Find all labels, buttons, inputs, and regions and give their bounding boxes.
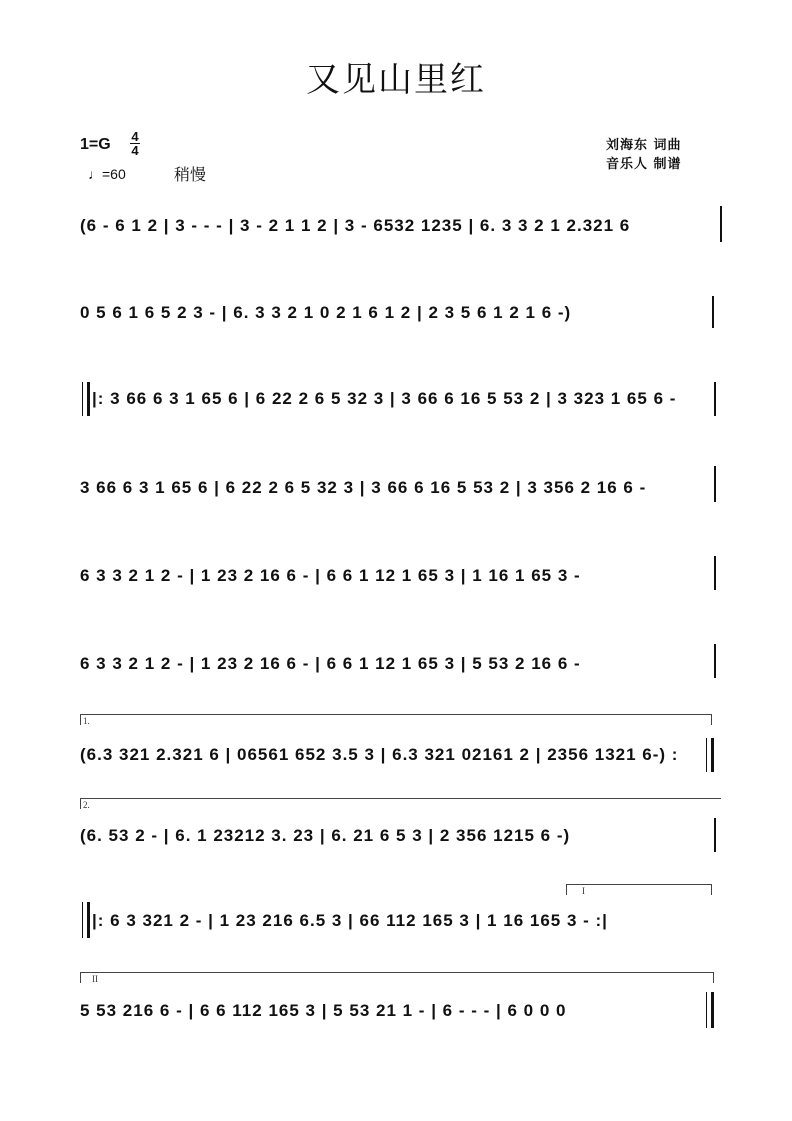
volta-1-label: 1.	[83, 716, 90, 726]
notation-row-3: |: 3 66 6 3 1 65 6 | 6 22 2 6 5 32 3 | 3 66 6 16 5 53 2 | 3 323 1 65 6 -	[92, 389, 677, 408]
key-signature: 1=G	[80, 136, 111, 153]
speed-marking: 稍慢	[174, 165, 207, 184]
notation-row-2: 0 5 6 1 6 5 2 3 - | 6. 3 3 2 1 0 2 1 6 1 2 | 2 3 5 6 1 2 1 6 -)	[80, 303, 572, 322]
ending-I-label: I	[582, 886, 585, 896]
notation-row-9: |: 6 3 321 2 - | 1 23 216 6.5 3 | 66 112 165 3 | 1 16 165 3 - :|	[92, 911, 608, 930]
meter-bottom: 4	[131, 143, 139, 158]
notation-row-6: 6 3 3 2 1 2 - | 1 23 2 16 6 - | 6 6 1 12 1 65 3 | 5 53 2 16 6 -	[80, 654, 581, 673]
repeat-end-bar	[706, 738, 714, 772]
ending-II-bracket	[80, 972, 714, 983]
final-bar	[706, 992, 714, 1028]
notation-row-7: (6.3 321 2.321 6 | 06561 652 3.5 3 | 6.3 321 02161 2 | 2356 1321 6-) :	[80, 745, 679, 764]
page-title: 又见山里红	[306, 60, 486, 100]
notation-row-8: (6. 53 2 - | 6. 1 23212 3. 23 | 6. 21 6 5 3 | 2 356 1215 6 -)	[80, 826, 571, 845]
meter-top: 4	[131, 129, 139, 144]
tempo-marking: ♩=60	[88, 166, 126, 182]
ending-I-bracket	[566, 884, 712, 895]
volta-1-bracket	[80, 714, 712, 725]
repeat-start-bar	[82, 382, 90, 416]
notation-row-4: 3 66 6 3 1 65 6 | 6 22 2 6 5 32 3 | 3 66 6 16 5 53 2 | 3 356 2 16 6 -	[80, 478, 647, 497]
volta-2-label: 2.	[83, 800, 90, 810]
time-signature	[130, 130, 140, 157]
credit-transcriber: 音乐人 制谱	[606, 157, 682, 172]
notation-row-1: (6 - 6 1 2 | 3 - - - | 3 - 2 1 1 2 | 3 - 6532 1235 | 6. 3 3 2 1 2.321 6	[80, 216, 631, 235]
notation-row-5: 6 3 3 2 1 2 - | 1 23 2 16 6 - | 6 6 1 12 1 65 3 | 1 16 1 65 3 -	[80, 566, 581, 585]
credit-composer: 刘海东 词曲	[606, 138, 682, 153]
repeat-start-bar-2	[82, 902, 90, 938]
notation-row-10: 5 53 216 6 - | 6 6 112 165 3 | 5 53 21 1 - | 6 - - - | 6 0 0 0	[80, 1001, 567, 1020]
volta-2-bracket	[80, 798, 721, 809]
ending-II-label: II	[92, 974, 98, 984]
